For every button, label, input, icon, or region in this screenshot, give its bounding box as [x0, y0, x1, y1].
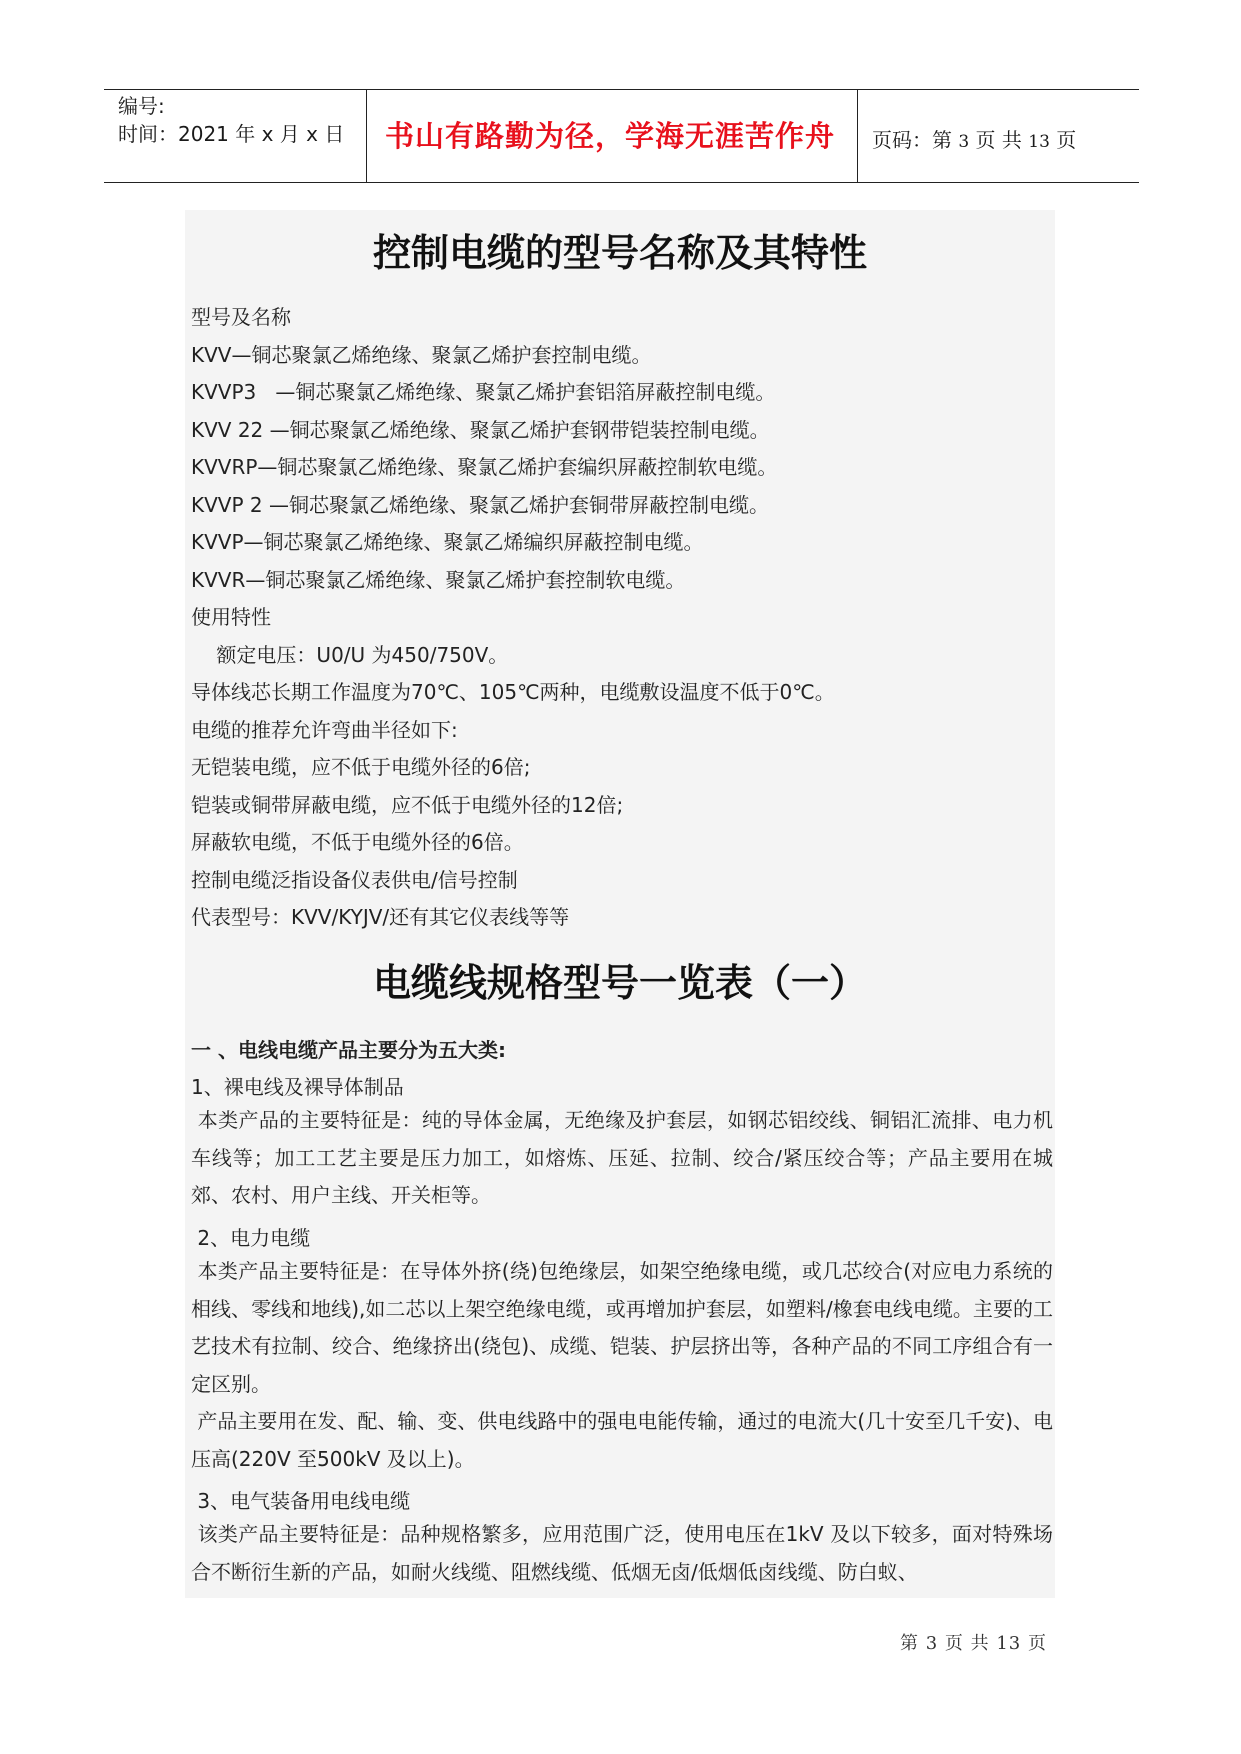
section1-title: 控制电缆的型号名称及其特性 [372, 230, 867, 275]
section1-line: KVV—铜芯聚氯乙烯绝缘、聚氯乙烯护套控制电缆。 [191, 343, 652, 367]
section1-line: KVVP3 —铜芯聚氯乙烯绝缘、聚氯乙烯护套铝箔屏蔽控制电缆。 [191, 380, 776, 404]
item3-title: 3、电气装备用电线电缆 [191, 1489, 411, 1513]
section1-line: KVVRP—铜芯聚氯乙烯绝缘、聚氯乙烯护套编织屏蔽控制软电缆。 [191, 455, 778, 479]
section1-line: KVV 22 —铜芯聚氯乙烯绝缘、聚氯乙烯护套钢带铠装控制电缆。 [191, 418, 770, 442]
page-mid: 页 共 [975, 128, 1022, 152]
serial-label: 编号: [118, 94, 165, 118]
section1-line: 控制电缆泛指设备仪表供电/信号控制 [191, 868, 518, 892]
item2-text: 本类产品主要特征是：在导体外挤(绕)包绝缘层，如架空绝缘电缆，或几芯绞合(对应电力系统的相线、零线和地线),如二芯以上架空绝缘电缆，或再增加护套层，如塑料/橡套电线电缆。主要的工艺技术有拉制、绞合、绝缘挤出(绕包)、成缆、铠装、护层挤出等，各种产品的不同工序组合有一定区别。 [191, 1259, 1053, 1396]
page-footer: 第 3 页 共 13 页 [900, 1633, 1047, 1654]
item1-title: 1、裸电线及裸导体制品 [191, 1075, 404, 1099]
section1-line: 无铠装电缆，应不低于电缆外径的6倍; [191, 755, 531, 779]
item2-title: 2、电力电缆 [191, 1226, 311, 1250]
header-motto: 书山有路勤为径，学海无涯苦作舟 [384, 119, 835, 153]
section1-line: 使用特性 [191, 605, 271, 629]
section1-line: 型号及名称 [191, 305, 291, 329]
document-body [185, 210, 1055, 1598]
section1-line: 额定电压：U0/U 为450/750V。 [191, 643, 509, 667]
header-divider-right [857, 89, 858, 182]
header-top-rule [104, 89, 1139, 90]
item1-text: 本类产品的主要特征是：纯的导体金属，无绝缘及护套层，如钢芯铝绞线、铜铝汇流排、电力机车线等；加工工艺主要是压力加工，如熔炼、压延、拉制、绞合/紧压绞合等；产品主要用在城郊、农村、用户主线、开关柜等。 [191, 1108, 1054, 1207]
time-label: 时间：2021 年 x 月 x 日 [118, 122, 345, 146]
header-page-info [872, 124, 1076, 153]
section1-line: 电缆的推荐允许弯曲半径如下: [191, 718, 458, 742]
section1-line: 导体线芯长期工作温度为70℃、105℃两种，电缆敷设温度不低于0℃。 [191, 680, 835, 704]
section1-line: 代表型号：KVV/KYJV/还有其它仪表线等等 [191, 905, 570, 929]
header-bottom-rule [104, 182, 1139, 183]
section1-line: 铠装或铜带屏蔽电缆，应不低于电缆外径的12倍; [191, 793, 624, 817]
header-divider-left [366, 89, 367, 182]
item2-text: 产品主要用在发、配、输、变、供电线路中的强电电能传输，通过的电流大(几十安至几千安)、电压高(220V 至500kV 及以上)。 [191, 1409, 1053, 1471]
header-meta [118, 92, 344, 148]
page-current: 3 [958, 132, 970, 152]
section1-line: KVVP—铜芯聚氯乙烯绝缘、聚氯乙烯编织屏蔽控制电缆。 [191, 530, 704, 554]
page-suffix: 页 [1056, 128, 1077, 152]
section1-line: KVVP 2 —铜芯聚氯乙烯绝缘、聚氯乙烯护套铜带屏蔽控制电缆。 [191, 493, 769, 517]
section2-heading: 一 、电线电缆产品主要分为五大类: [191, 1038, 506, 1062]
section1-line: 屏蔽软电缆，不低于电缆外径的6倍。 [191, 830, 524, 854]
page-total: 13 [1028, 132, 1050, 152]
section1-line: KVVR—铜芯聚氯乙烯绝缘、聚氯乙烯护套控制软电缆。 [191, 568, 686, 592]
item3-text: 该类产品主要特征是：品种规格繁多，应用范围广泛，使用电压在1kV 及以下较多，面对特殊场合不断衍生新的产品，如耐火线缆、阻燃线缆、低烟无卤/低烟低卤线缆、防白蚁、 [191, 1522, 1053, 1584]
page-prefix: 页码：第 [872, 128, 952, 152]
section2-title: 电缆线规格型号一览表（一） [372, 960, 867, 1005]
